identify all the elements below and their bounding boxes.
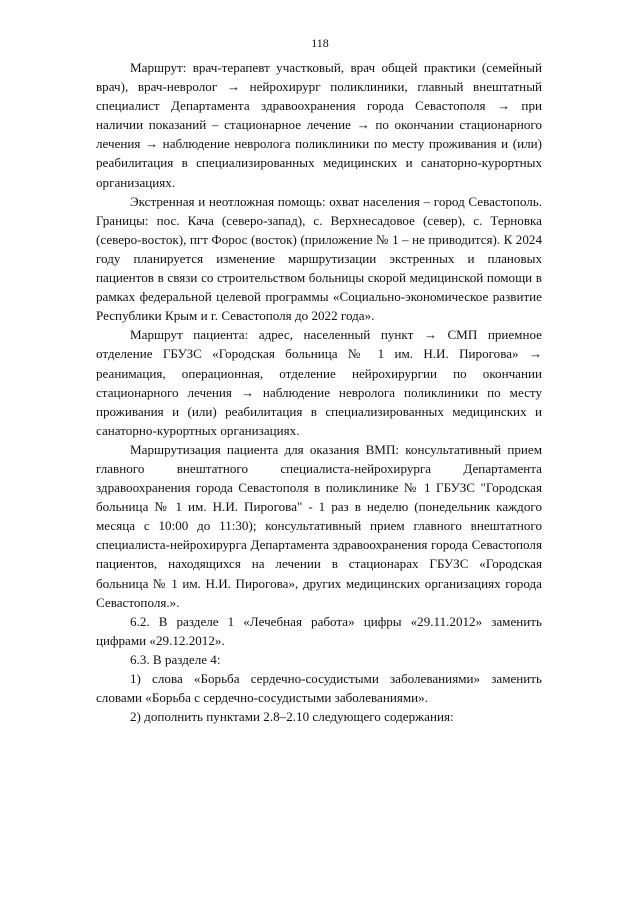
document-body [96, 58, 542, 726]
paragraph-item-1: 1) слова «Борьба сердечно-сосудистыми заболеваниями» заменить словами «Борьба с сердечно-сосудистыми заболеваниями». [96, 671, 542, 706]
paragraph-route-neurology: Маршрут: врач-терапевт участковый, врач общей практики (семейный врач), врач-невролог → нейрохирург поликлиники, главный внештатный специалист Департамента здравоохранения города Севастополя → при наличии показаний – стационарное лечение → по окончании стационарного лечения → наблюдение невролога поликлиники по месту проживания и (или) реабилитация в специализированных медицинских и санаторно-курортных организациях. [96, 60, 542, 190]
paragraph-section-6-2: 6.2. В разделе 1 «Лечебная работа» цифры «29.11.2012» заменить цифрами «29.12.2012». [96, 613, 542, 648]
paragraph-section-6-3: 6.3. В разделе 4: [130, 651, 221, 667]
paragraph-emergency-care: Экстренная и неотложная помощь: охват населения – город Севастополь. Границы: пос. Кача (северо-запад), с. Верхнесадовое (север), с. Терновка (северо-восток), пгт Форос (восток) (приложение № 1 – не приводится). К 2024 году планируется изменение маршрутизации экстренных и плановых пациентов в связи со строительством больницы скорой медицинской помощи в рамках федеральной целевой программы «Социально-экономическое развитие Республики Крым и г. Севастополя до 2022 года». [96, 193, 542, 324]
paragraph-patient-route: Маршрут пациента: адрес, населенный пункт → СМП приемное отделение ГБУЗС «Городская больница № 1 им. Н.И. Пирогова» → реанимация, операционная, отделение нейрохирургии по окончании стационарного лечения → наблюдение невролога поликлиники по месту проживания и (или) реабилитация в специализированных медицинских и санаторно-курортных организациях. [96, 327, 542, 438]
paragraph-item-2: 2) дополнить пунктами 2.8–2.10 следующего содержания: [130, 709, 454, 725]
page-number: 118 [311, 36, 329, 50]
paragraph-vmp-routing: Маршрутизация пациента для оказания ВМП: консультативный прием главного внештатного специалиста-нейрохирурга Департамента здравоохранения города Севастополя в поликлинике № 1 ГБУЗС "Городская больница № 1 им. Н.И. Пирогова" - 1 раз в неделю (понедельник каждого месяца с 10:00 до 11:30); консультативный прием главного внештатного специалиста-нейрохирурга Департамента здравоохранения города Севастополя пациентов, находящихся на лечении в стационарах ГБУЗС «Городская больница № 1 им. Н.И. Пирогова», других медицинских организациях города Севастополя.». [96, 441, 542, 610]
